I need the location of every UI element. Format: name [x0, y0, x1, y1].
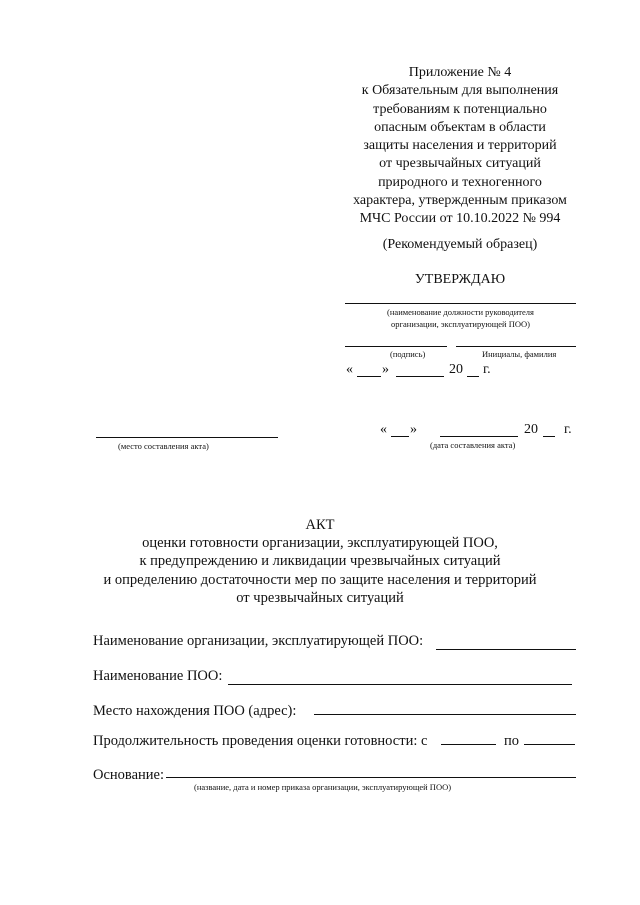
place-hint: (место составления акта): [118, 441, 209, 451]
act-year-line[interactable]: [543, 436, 555, 437]
act-title-line: к предупреждению и ликвидации чрезвычайных ситуаций: [139, 553, 501, 570]
appendix-line: опасным объектам в области: [374, 119, 546, 135]
approval-date-close: »: [382, 362, 389, 377]
act-day-line[interactable]: [391, 436, 409, 437]
basis-label: Основание:: [93, 767, 164, 783]
org-name-label: Наименование организации, эксплуатирующей ПОО:: [93, 633, 424, 649]
appendix-line: требованиям к потенциально: [373, 101, 547, 117]
position-hint-2: организации, эксплуатирующей ПОО): [391, 319, 530, 329]
appendix-header: [340, 64, 580, 229]
act-year-prefix: 20: [524, 422, 538, 437]
basis-hint: (название, дата и номер приказа организации, эксплуатирующей ПОО): [194, 782, 452, 792]
act-title-line: от чрезвычайных ситуаций: [236, 589, 404, 606]
org-name-line[interactable]: [436, 649, 576, 650]
approval-title: УТВЕРЖДАЮ: [414, 272, 506, 287]
poo-name-line[interactable]: [228, 684, 572, 685]
duration-to-line[interactable]: [524, 744, 575, 745]
appendix-line: МЧС России от 10.10.2022 № 994: [359, 211, 561, 227]
duration-label: Продолжительность проведения оценки готовности: с: [93, 733, 428, 749]
act-title-line: и определению достаточности мер по защите населения и территорий: [103, 571, 537, 588]
basis-line[interactable]: [166, 777, 576, 778]
act-date-open: «: [380, 422, 387, 437]
act-date-hint: (дата составления акта): [430, 440, 516, 450]
approval-year-prefix: 20: [449, 362, 463, 377]
sample-note: (Рекомендуемый образец): [382, 237, 538, 252]
approval-month-line[interactable]: [396, 376, 444, 377]
appendix-line: защиты населения и территорий: [363, 138, 557, 154]
appendix-line: природного и техногенного: [378, 174, 542, 190]
act-month-line[interactable]: [440, 436, 518, 437]
duration-to-label: по: [504, 733, 520, 749]
act-title: [60, 516, 580, 607]
act-heading: АКТ: [305, 517, 335, 533]
position-hint-1: (наименование должности руководителя: [387, 307, 534, 317]
approval-date-open: «: [346, 362, 353, 377]
signature-line[interactable]: [345, 346, 447, 347]
appendix-line: от чрезвычайных ситуаций: [379, 156, 541, 172]
position-line[interactable]: [345, 303, 576, 304]
duration-from-line[interactable]: [441, 744, 496, 745]
act-year-suffix: г.: [564, 422, 572, 437]
poo-name-label: Наименование ПОО:: [93, 668, 223, 684]
appendix-line: к Обязательным для выполнения: [361, 83, 559, 99]
signature-hint: (подпись): [390, 349, 426, 359]
act-title-line: оценки готовности организации, эксплуатирующей ПОО,: [142, 535, 498, 552]
initials-hint: Инициалы, фамилия: [482, 349, 557, 359]
appendix-line: характера, утвержденным приказом: [353, 193, 567, 209]
appendix-line: Приложение № 4: [408, 65, 512, 80]
initials-line[interactable]: [456, 346, 576, 347]
approval-year-line[interactable]: [467, 376, 479, 377]
poo-location-line[interactable]: [314, 714, 576, 715]
place-line[interactable]: [96, 437, 278, 438]
poo-location-label: Место нахождения ПОО (адрес):: [93, 703, 297, 719]
approval-day-line[interactable]: [357, 376, 381, 377]
approval-year-suffix: г.: [483, 362, 491, 377]
act-date-close: »: [410, 422, 417, 437]
